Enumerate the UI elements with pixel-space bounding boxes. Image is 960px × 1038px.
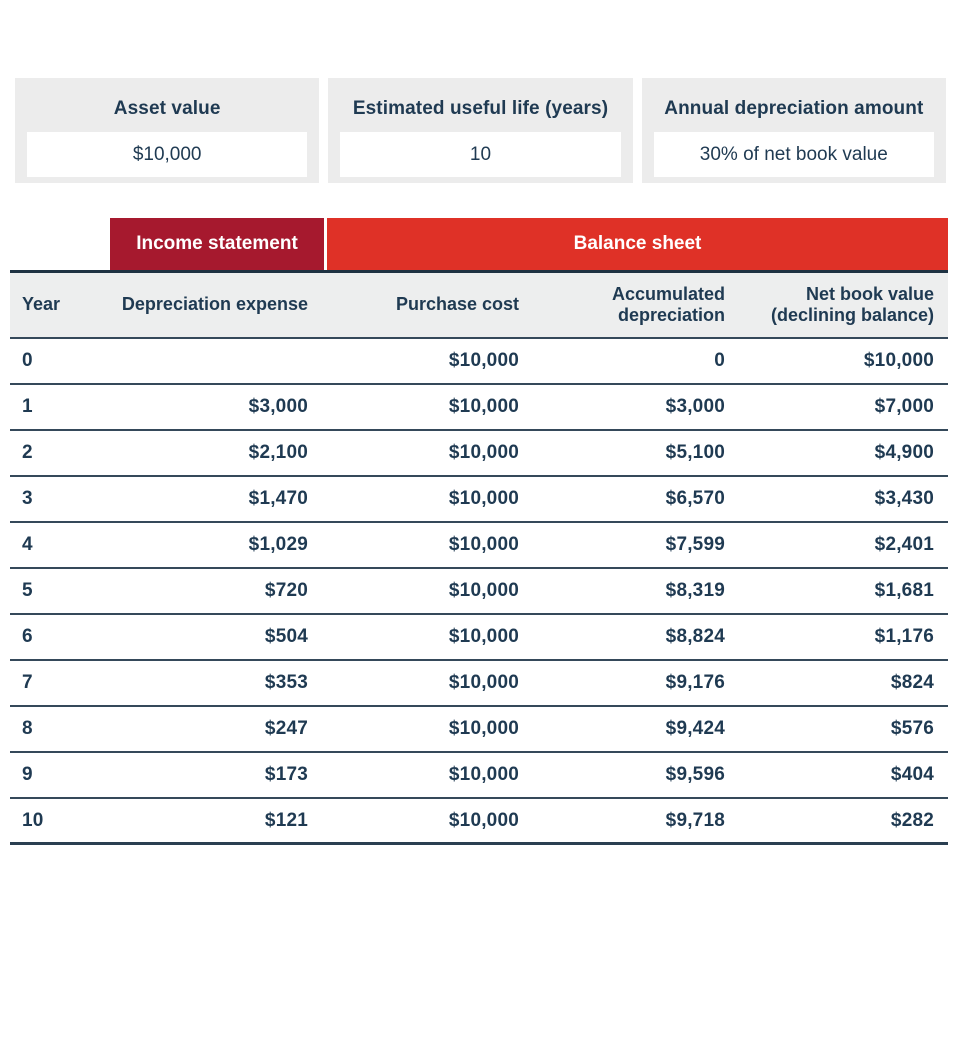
cell-accumulated-depreciation: $9,718 bbox=[665, 809, 725, 831]
cell-net-book-value: $824 bbox=[890, 672, 934, 693]
column-header-net-book-value: Net book value (declining balance) bbox=[770, 283, 934, 325]
table-row bbox=[10, 385, 948, 431]
cell-purchase-cost: $10,000 bbox=[448, 718, 519, 739]
table-row bbox=[10, 615, 948, 661]
cell-accumulated-depreciation: $9,596 bbox=[665, 764, 725, 785]
cell-depreciation-expense: $2,100 bbox=[248, 442, 308, 463]
table-row bbox=[10, 661, 948, 707]
table-row bbox=[10, 477, 948, 523]
cell-purchase-cost: $10,000 bbox=[448, 442, 519, 463]
cell-net-book-value: $1,176 bbox=[874, 626, 934, 647]
cell-purchase-cost: $10,000 bbox=[448, 626, 519, 647]
table-row bbox=[10, 799, 948, 845]
cell-depreciation-expense: $173 bbox=[264, 764, 308, 785]
table-row bbox=[10, 753, 948, 799]
cell-depreciation-expense: $3,000 bbox=[248, 396, 308, 417]
cell-year: 3 bbox=[22, 488, 33, 509]
table-row bbox=[10, 707, 948, 753]
cell-accumulated-depreciation: $3,000 bbox=[665, 396, 725, 417]
balance-sheet-band: Balance sheet bbox=[327, 218, 948, 270]
column-header-depreciation-expense: Depreciation expense bbox=[121, 294, 308, 315]
cell-year: 10 bbox=[22, 809, 44, 831]
cell-purchase-cost: $10,000 bbox=[448, 350, 519, 371]
depreciation-table bbox=[10, 218, 948, 845]
param-useful-life bbox=[328, 78, 632, 183]
cell-year: 4 bbox=[22, 534, 33, 555]
param-label-asset-value: Asset value bbox=[113, 98, 221, 119]
cell-accumulated-depreciation: 0 bbox=[714, 350, 725, 371]
cell-accumulated-depreciation: $9,176 bbox=[665, 672, 725, 693]
cell-depreciation-expense: $504 bbox=[264, 626, 308, 647]
income-statement-band: Income statement bbox=[110, 218, 324, 270]
column-header-accumulated-depreciation: Accumulated depreciation bbox=[611, 283, 725, 325]
cell-purchase-cost: $10,000 bbox=[448, 534, 519, 555]
cell-net-book-value: $3,430 bbox=[874, 488, 934, 509]
cell-purchase-cost: $10,000 bbox=[448, 764, 519, 785]
cell-depreciation-expense: $1,029 bbox=[248, 534, 308, 555]
cell-net-book-value: $4,900 bbox=[874, 442, 934, 463]
cell-year: 0 bbox=[22, 350, 33, 371]
cell-year: 9 bbox=[22, 764, 33, 785]
cell-depreciation-expense: $121 bbox=[264, 809, 308, 831]
cell-purchase-cost: $10,000 bbox=[448, 672, 519, 693]
annual-depreciation-field[interactable]: 30% of net book value bbox=[654, 132, 934, 177]
cell-accumulated-depreciation: $8,824 bbox=[665, 626, 725, 647]
page bbox=[0, 78, 960, 1038]
cell-net-book-value: $404 bbox=[890, 764, 934, 785]
table-body bbox=[10, 339, 948, 845]
cell-accumulated-depreciation: $8,319 bbox=[665, 580, 725, 601]
param-label-annual-depreciation: Annual depreciation amount bbox=[664, 98, 924, 119]
cell-purchase-cost: $10,000 bbox=[448, 580, 519, 601]
cell-year: 2 bbox=[22, 442, 33, 463]
cell-accumulated-depreciation: $7,599 bbox=[665, 534, 725, 555]
parameter-panel bbox=[15, 78, 946, 183]
cell-accumulated-depreciation: $5,100 bbox=[665, 442, 725, 463]
table-row bbox=[10, 339, 948, 385]
cell-depreciation-expense: $1,470 bbox=[248, 488, 308, 509]
cell-net-book-value: $7,000 bbox=[874, 396, 934, 417]
cell-purchase-cost: $10,000 bbox=[448, 488, 519, 509]
cell-net-book-value: $282 bbox=[890, 809, 934, 831]
cell-net-book-value: $1,681 bbox=[874, 580, 934, 601]
cell-accumulated-depreciation: $9,424 bbox=[665, 718, 725, 739]
param-asset-value bbox=[15, 78, 319, 183]
cell-depreciation-expense: $353 bbox=[264, 672, 308, 693]
column-header-purchase-cost: Purchase cost bbox=[395, 294, 519, 315]
cell-accumulated-depreciation: $6,570 bbox=[665, 488, 725, 509]
asset-value-field[interactable]: $10,000 bbox=[27, 132, 307, 177]
table-row bbox=[10, 431, 948, 477]
useful-life-field[interactable]: 10 bbox=[340, 132, 620, 177]
cell-purchase-cost: $10,000 bbox=[448, 809, 519, 831]
cell-depreciation-expense: $720 bbox=[264, 580, 308, 601]
group-header-spacer bbox=[10, 218, 107, 270]
cell-net-book-value: $2,401 bbox=[874, 534, 934, 555]
cell-year: 1 bbox=[22, 396, 33, 417]
cell-year: 5 bbox=[22, 580, 33, 601]
cell-year: 7 bbox=[22, 672, 33, 693]
cell-net-book-value: $10,000 bbox=[863, 350, 934, 371]
cell-year: 6 bbox=[22, 626, 33, 647]
table-row bbox=[10, 523, 948, 569]
cell-year: 8 bbox=[22, 718, 33, 739]
column-header-row bbox=[10, 273, 948, 339]
cell-purchase-cost: $10,000 bbox=[448, 396, 519, 417]
table-row bbox=[10, 569, 948, 615]
group-header-row bbox=[10, 218, 948, 273]
cell-depreciation-expense: $247 bbox=[264, 718, 308, 739]
param-annual-depreciation bbox=[642, 78, 946, 183]
column-header-year: Year bbox=[22, 294, 61, 315]
param-label-useful-life: Estimated useful life (years) bbox=[352, 98, 609, 119]
cell-net-book-value: $576 bbox=[890, 718, 934, 739]
